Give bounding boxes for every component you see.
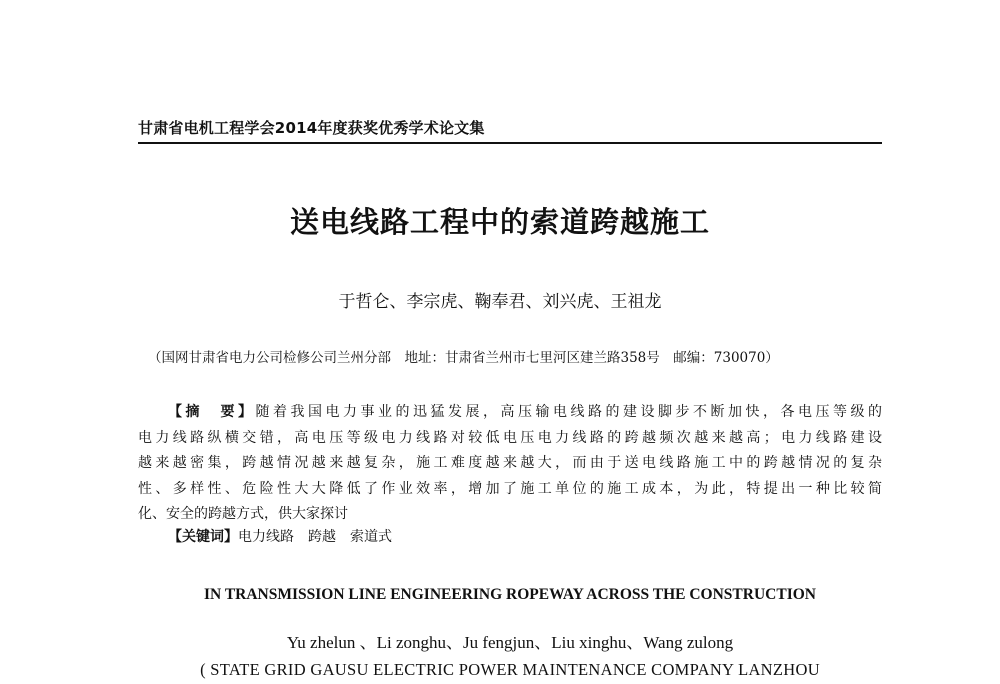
- abstract-line: [138, 400, 882, 426]
- keywords-label: 【关键词】: [168, 529, 238, 545]
- running-header: 甘肃省电机工程学会2014年度获奖优秀学术论文集: [138, 119, 485, 137]
- keywords-text: 电力线路 跨越 索道式: [238, 529, 392, 545]
- abstract-line: 化、安全的跨越方式，供大家探讨: [138, 506, 348, 522]
- abstract: [138, 400, 882, 528]
- english-author-list: Yu zhelun 、Li zonghu、Ju fengjun、Liu xinghu、Wang zulong: [286, 633, 734, 652]
- header-divider: [138, 142, 882, 144]
- paper-title: 送电线路工程中的索道跨越施工: [289, 205, 710, 239]
- keywords: [168, 526, 392, 546]
- abstract-line: 电力线路纵横交错，高电压等级电力线路对较低电压电力线路的跨越频次越来越高；电力线路建设: [138, 429, 882, 446]
- abstract-label: 【摘 要】: [168, 404, 256, 420]
- english-affiliation: ( STATE GRID GAUSU ELECTRIC POWER MAINTENANCE COMPANY LANZHOU: [200, 660, 820, 679]
- author-list: 于哲仑、李宗虎、鞠奉君、刘兴虎、王祖龙: [338, 292, 662, 312]
- english-title: IN TRANSMISSION LINE ENGINEERING ROPEWAY ACROSS THE CONSTRUCTION: [204, 586, 816, 603]
- author-affiliation: （国网甘肃省电力公司检修公司兰州分部 地址：甘肃省兰州市七里河区建兰路358号 邮编：730070）: [148, 350, 779, 366]
- abstract-line: 越来越密集，跨越情况越来越复杂，施工难度越来越大，而由于送电线路施工中的跨越情况的复杂: [138, 455, 882, 471]
- abstract-text: 随着我国电力事业的迅猛发展，高压输电线路的建设脚步不断加快，各电压等级的: [255, 404, 882, 420]
- abstract-line: 性、多样性、危险性大大降低了作业效率，增加了施工单位的施工成本，为此，特提出一种比较简: [138, 480, 882, 497]
